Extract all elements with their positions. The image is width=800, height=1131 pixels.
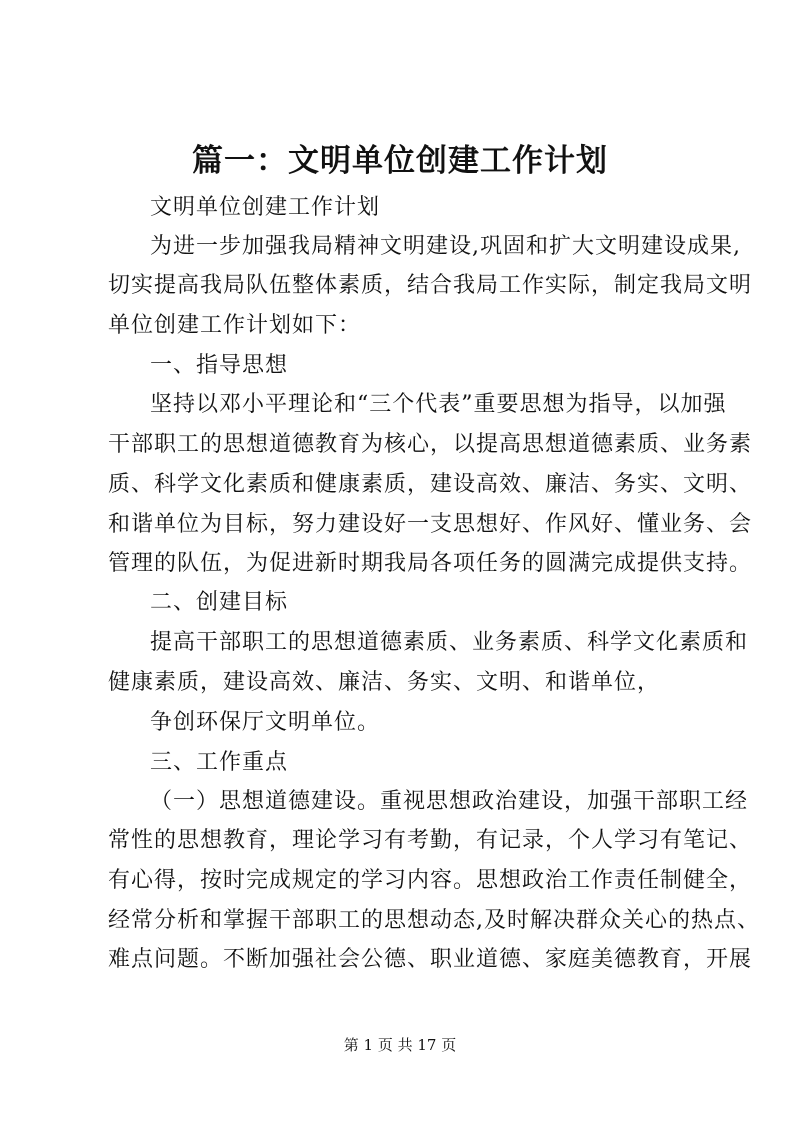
subtitle-line: 文明单位创建工作计划 bbox=[150, 195, 381, 220]
paragraph-line: 和谐单位为目标，努力建设好一支思想好、作风好、懂业务、会 bbox=[108, 512, 753, 537]
page-number-footer: 第 1 页 共 17 页 bbox=[343, 1036, 457, 1054]
section-heading: 一、指导思想 bbox=[150, 353, 289, 378]
paragraph-line: 争创环保厅文明单位。 bbox=[150, 710, 381, 735]
paragraph-line: 坚持以邓小平理论和“三个代表”重要思想为指导，以加强 bbox=[150, 392, 727, 417]
paragraph-line: 质、科学文化素质和健康素质，建设高效、廉洁、务实、文明、 bbox=[108, 472, 753, 497]
paragraph-line: 管理的队伍，为促进新时期我局各项任务的圆满完成提供支持。 bbox=[108, 551, 753, 576]
document-title: 篇一：文明单位创建工作计划 bbox=[192, 143, 608, 179]
paragraph-line: 经常分析和掌握干部职工的思想动态,及时解决群众关心的热点、 bbox=[108, 908, 760, 933]
paragraph-line: 有心得，按时完成规定的学习内容。思想政治工作责任制健全， bbox=[108, 868, 753, 893]
paragraph-line: 难点问题。不断加强社会公德、职业道德、家庭美德教育，开展 bbox=[108, 947, 753, 972]
paragraph-line: 健康素质，建设高效、廉洁、务实、文明、和谐单位， bbox=[108, 670, 661, 695]
paragraph-line: 干部职工的思想道德教育为核心，以提高思想道德素质、业务素 bbox=[108, 432, 753, 457]
section-heading: 二、创建目标 bbox=[150, 590, 289, 615]
paragraph-line: （一）思想道德建设。重视思想政治建设，加强干部职工经 bbox=[150, 789, 749, 814]
paragraph-line: 为进一步加强我局精神文明建设,巩固和扩大文明建设成果, bbox=[150, 234, 741, 259]
section-heading: 三、工作重点 bbox=[150, 750, 289, 775]
paragraph-line: 切实提高我局队伍整体素质，结合我局工作实际，制定我局文明 bbox=[108, 273, 753, 298]
paragraph-line: 单位创建工作计划如下： bbox=[108, 313, 362, 338]
paragraph-line: 常性的思想教育，理论学习有考勤，有记录，个人学习有笔记、 bbox=[108, 828, 753, 853]
paragraph-line: 提高干部职工的思想道德素质、业务素质、科学文化素质和 bbox=[150, 630, 749, 655]
